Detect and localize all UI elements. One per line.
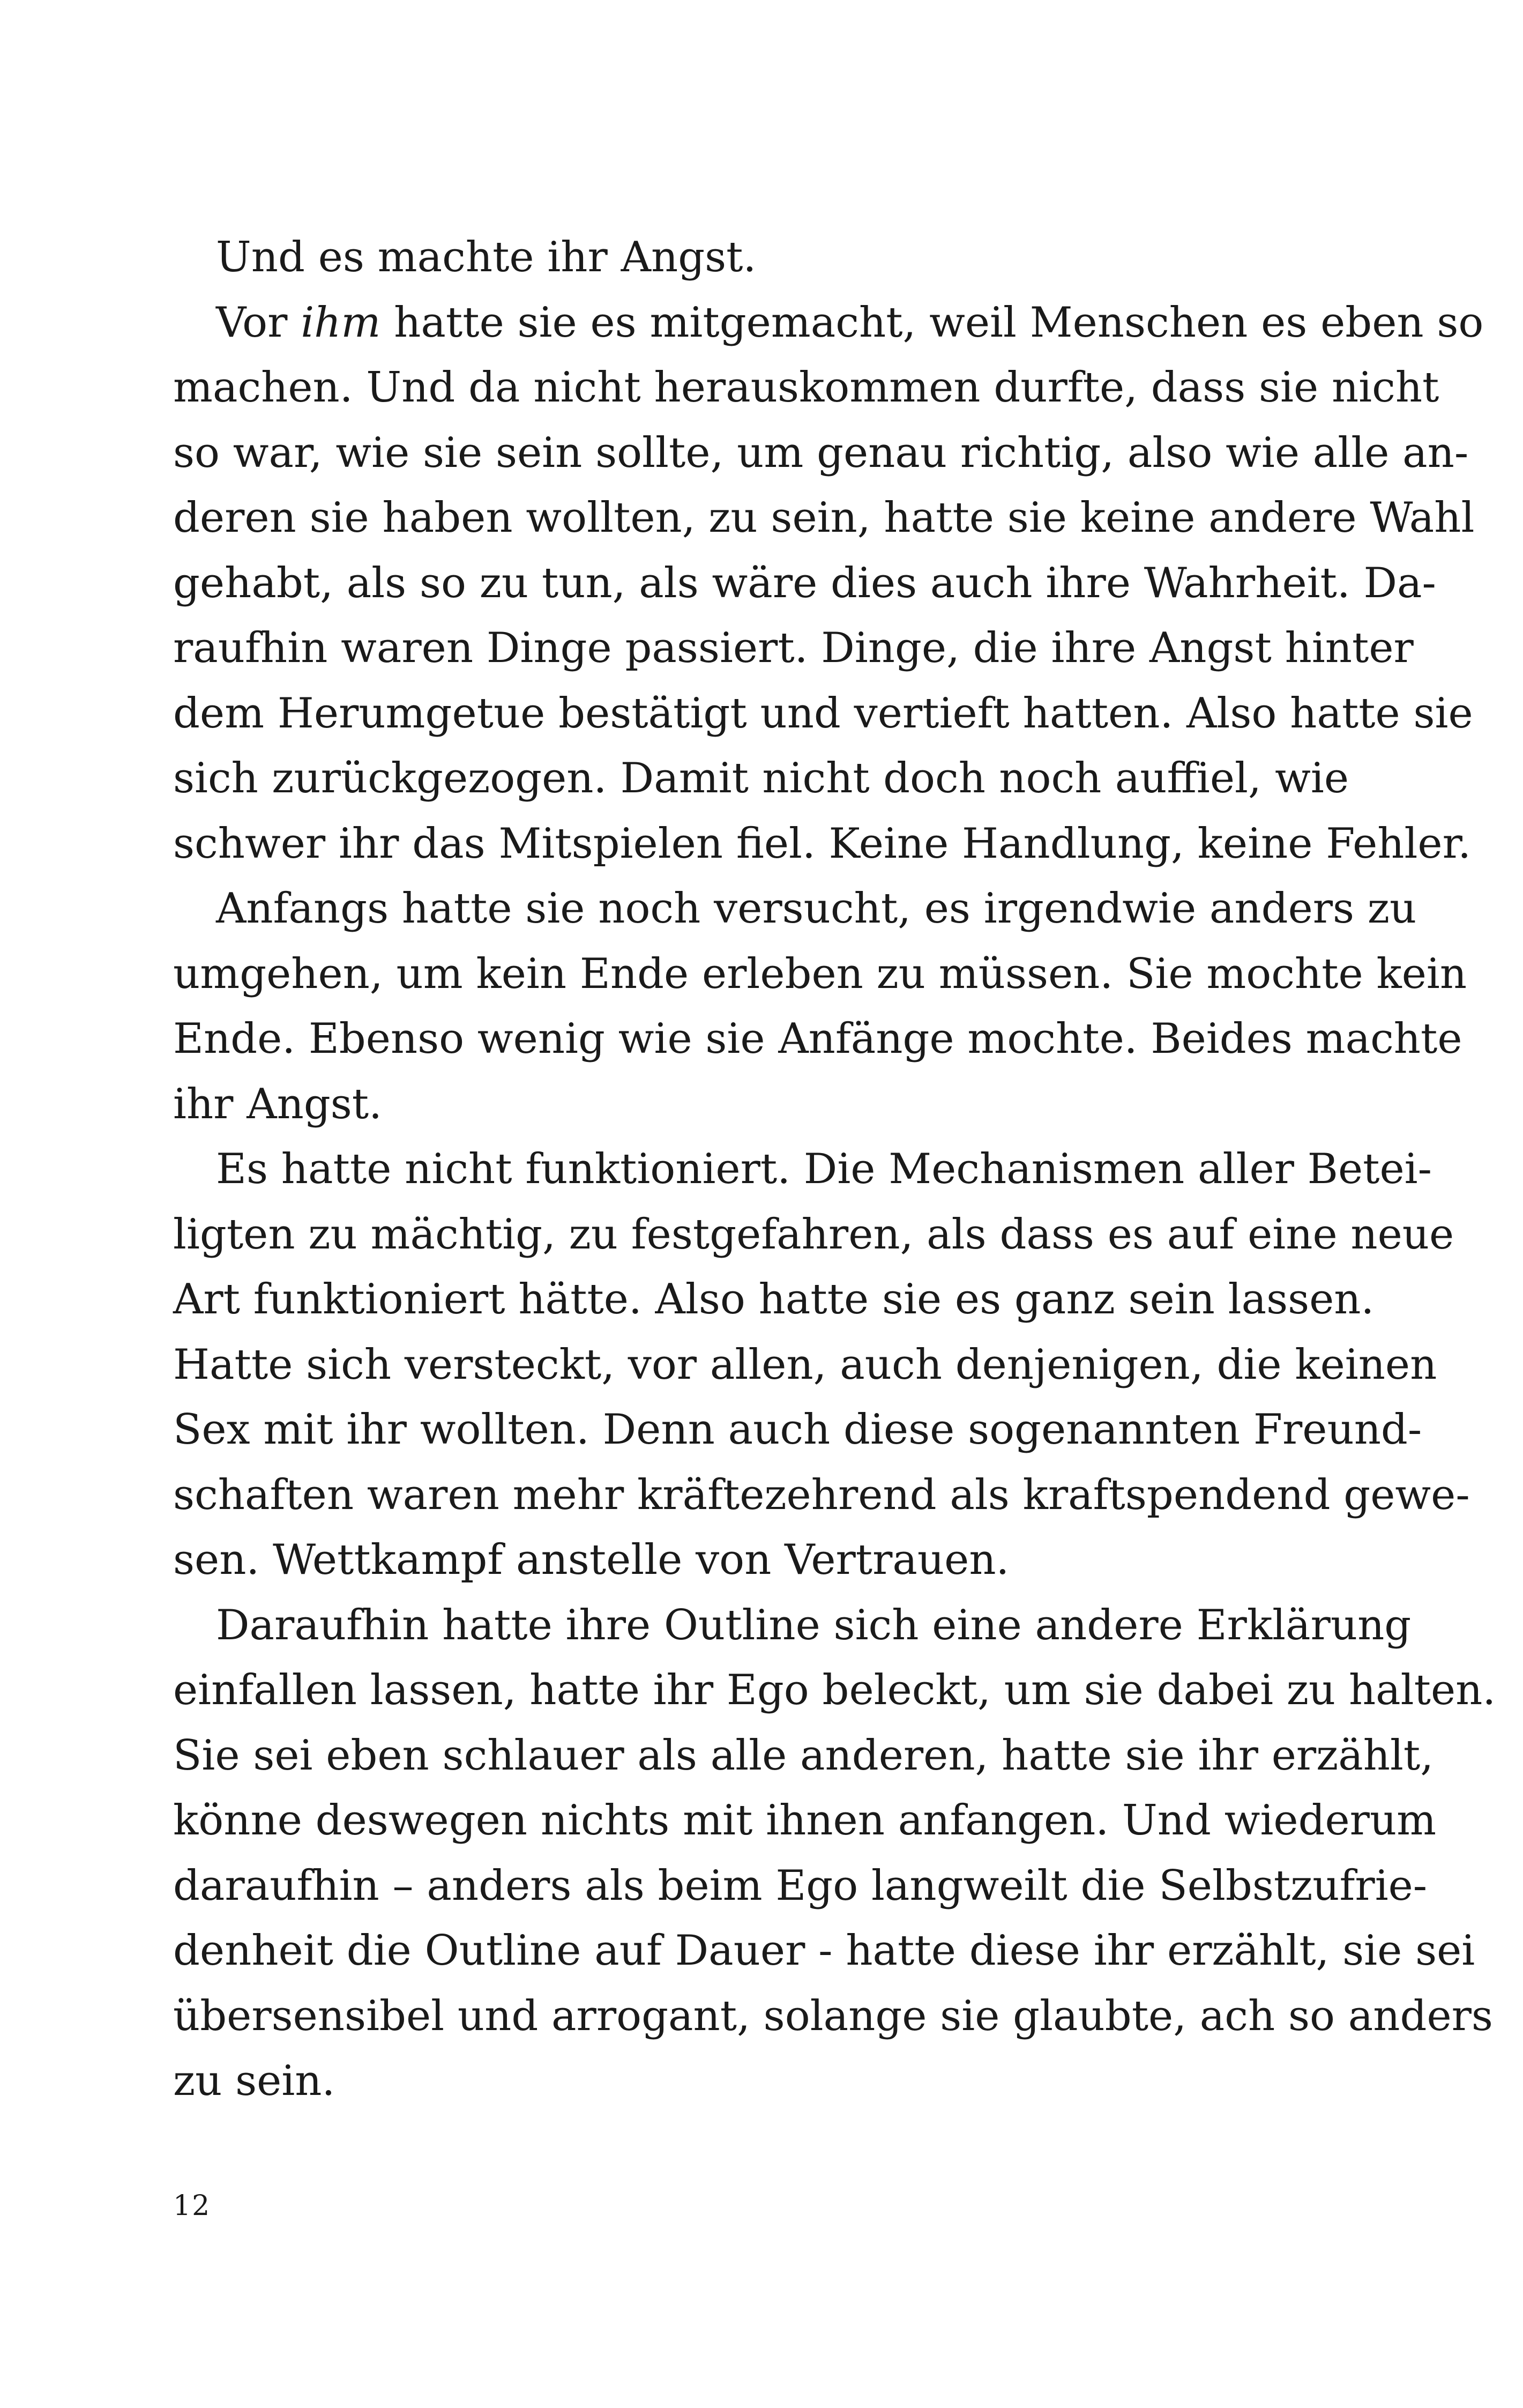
text-line: daraufhin – anders als beim Ego langweilt die Selbstzufrie- (173, 1861, 1428, 1910)
text-line: zu sein. (173, 2057, 335, 2105)
text-line: Es hatte nicht funktioniert. Die Mechanismen aller Betei- (216, 1145, 1432, 1193)
text-line: ihr Angst. (173, 1080, 382, 1128)
text-line: ligten zu mächtig, zu festgefahren, als dass es auf eine neue (173, 1210, 1454, 1259)
text-line: sen. Wettkampf anstelle von Vertrauen. (173, 1536, 1010, 1584)
text-line: umgehen, um kein Ende erleben zu müssen. Sie mochte kein (173, 949, 1467, 998)
text-line: schwer ihr das Mitspielen fiel. Keine Handlung, keine Fehler. (173, 819, 1472, 868)
text-line: Art funktioniert hätte. Also hatte sie es ganz sein lassen. (173, 1275, 1375, 1324)
text-line: gehabt, als so zu tun, als wäre dies auch ihre Wahrheit. Da- (173, 559, 1436, 607)
text-line: Vor ihm hatte sie es mitgemacht, weil Menschen es eben so (216, 298, 1484, 347)
text-line: machen. Und da nicht herauskommen durfte, dass sie nicht (173, 363, 1439, 412)
text-line: übersensibel und arrogant, solange sie glaubte, ach so anders (173, 1991, 1493, 2040)
page-number: 12 (173, 2190, 211, 2222)
text-line: Sex mit ihr wollten. Denn auch diese sogenannten Freund- (173, 1406, 1422, 1454)
text-line: deren sie haben wollten, zu sein, hatte sie keine andere Wahl (173, 494, 1475, 542)
text-line: Sie sei eben schlauer als alle anderen, hatte sie ihr erzählt, (173, 1731, 1434, 1780)
text-line: Anfangs hatte sie noch versucht, es irgendwie anders zu (216, 885, 1417, 933)
text-line: sich zurückgezogen. Damit nicht doch noch auffiel, wie (173, 754, 1349, 802)
text-line: Daraufhin hatte ihre Outline sich eine andere Erklärung (216, 1601, 1412, 1649)
text-line: denheit die Outline auf Dauer - hatte diese ihr erzählt, sie sei (173, 1927, 1475, 1975)
text-line: schaften waren mehr kräftezehrend als kraftspendend gewe- (173, 1470, 1470, 1519)
text-line: Hatte sich versteckt, vor allen, auch denjenigen, die keinen (173, 1340, 1437, 1389)
text-line: Ende. Ebenso wenig wie sie Anfänge mochte. Beides machte (173, 1015, 1462, 1063)
text-line: dem Herumgetue bestätigt und vertieft hatten. Also hatte sie (173, 689, 1473, 738)
text-line: raufhin waren Dinge passiert. Dinge, die ihre Angst hinter (173, 624, 1414, 672)
text-line: so war, wie sie sein sollte, um genau richtig, also wie alle an- (173, 428, 1469, 477)
body-text (173, 225, 1496, 2114)
text-line: einfallen lassen, hatte ihr Ego beleckt, um sie dabei zu halten. (173, 1666, 1496, 1714)
text-line: Und es machte ihr Angst. (216, 233, 757, 281)
text-line: könne deswegen nichts mit ihnen anfangen. Und wiederum (173, 1796, 1437, 1845)
